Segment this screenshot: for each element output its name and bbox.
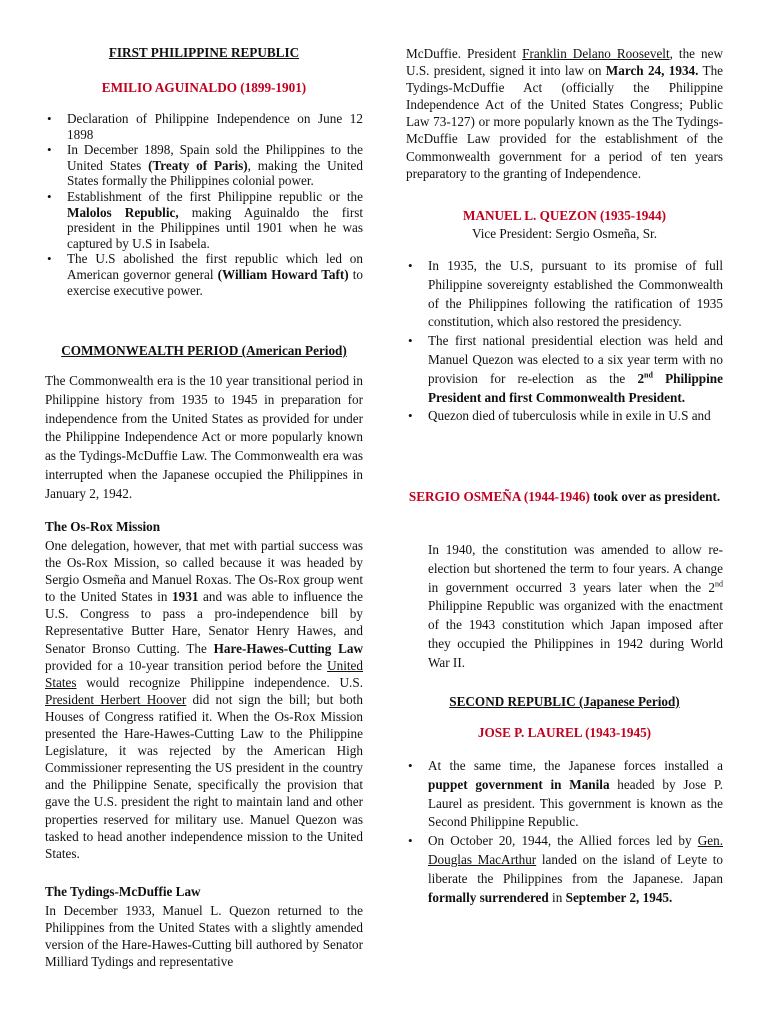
macarthur-link[interactable]: Gen. Douglas MacArthur (428, 833, 723, 867)
aguinaldo-heading: EMILIO AGUINALDO (1899-1901) (101, 80, 307, 95)
quezon-bullet-list (406, 257, 723, 426)
list-item: • The U.S abolished the first republic which led on American governor general (William Howard Taft) to exercise executive power. (45, 251, 363, 298)
aguinaldo-bullet-list (45, 111, 363, 298)
second-republic-heading: SECOND REPUBLIC (Japanese Period) (449, 694, 680, 709)
list-item: • In 1935, the U.S, pursuant to its promise of full Philippine sovereignty established the Commonwealth of the Philippines following the ratification of 1935 constitution, which also restored the presidency. (406, 257, 723, 332)
commonwealth-paragraph: The Commonwealth era is the 10 year transitional period in Philippine history from 1935 to 1945 in preparation for independence from the United States as provided for under the Philippine Independence Act or more popularly known as the Tydings-McDuffie Law. The Commonwealth era was interrupted when the Japanese occupied the Philippines in January 2, 1942. (45, 373, 363, 501)
united-states-link[interactable]: United States (45, 657, 363, 690)
tydings-heading: The Tydings-McDuffie Law (45, 884, 201, 899)
constitution-amendment-paragraph: In 1940, the constitution was amended to allow re-election but shortened the term to four years. A change in government occurred 3 years later when the 2nd Philippine Republic was organized with the enactment of the 1943 constitution which Japan imposed after they occupied the Philippines in 1942 during World War II. (428, 542, 723, 670)
osrox-paragraph: One delegation, however, that met with partial success was the Os-Rox Mission, so called because it was headed by Sergio Osmeña and Manuel Roxas. The Os-Rox group went to the United States in 1931 and was able to influence the U.S. Congress to pass a pro-independence bill by Representative Butter Hare, Senator Henry Hawes, and Senator Bronso Cutting. The Hare-Hawes-Cutting Law provided for a 10-year transition period before the United States would recognize Philippine independence. U.S. President Herbert Hoover did not sign the bill; but both Houses of Congress ratified it. When the Os-Rox Mission presented the Hare-Hawes-Cutting Law to the Philippine Legislature, it was rejected by the American High Commissioner representing the US president in the country and the Philippine Senate, specifically the provision that gave the U.S. president the right to maintain land and other properties reserved for military use. Manuel Quezon was tasked to head another independence mission to the United States. (45, 538, 364, 861)
first-republic-heading: FIRST PHILIPPINE REPUBLIC (108, 45, 300, 60)
laurel-bullet-list (406, 757, 723, 907)
list-item: • At the same time, the Japanese forces installed a puppet government in Manila headed by Jose P. Laurel as president. This government is known as the Second Philippine Republic. (406, 757, 723, 832)
laurel-heading: JOSE P. LAUREL (1943-1945) (477, 725, 652, 740)
quezon-heading: MANUEL L. QUEZON (1935-1944) (463, 208, 666, 223)
fdr-link[interactable]: Franklin Delano Roosevelt (522, 46, 670, 61)
commonwealth-heading: COMMONWEALTH PERIOD (American Period) (61, 343, 347, 358)
quezon-vice-president: Vice President: Sergio Osmeña, Sr. (471, 226, 658, 241)
list-item: • In December 1898, Spain sold the Philippines to the United States (Treaty of Paris), making the United States formally the Philippines colonial power. (45, 142, 363, 189)
list-item: • Declaration of Philippine Independence on June 12 1898 (45, 111, 363, 142)
list-item: • The first national presidential election was held and Manuel Quezon was elected to a six year term with no provision for re-election as the 2nd Philippine President and first Commonwealth President. (406, 332, 723, 407)
tydings-continued-paragraph: McDuffie. President Franklin Delano Roosevelt, the new U.S. president, signed it into law on March 24, 1934. The Tydings-McDuffie Act (officially the Philippine Independence Act of the United States Congress; Public Law 73-127) or more popularly known as the The Tydings-McDuffie Law provided for the establishment of the Commonwealth government for a period of ten years preparatory to the granting of Independence. (406, 46, 724, 181)
tydings-paragraph: In December 1933, Manuel L. Quezon returned to the Philippines from the United States with a slightly amended version of the Hare-Hawes-Cutting bill authored by Senator Milliard Tydings and representative (45, 903, 363, 970)
list-item: • On October 20, 1944, the Allied forces led by Gen. Douglas MacArthur landed on the island of Leyte to liberate the Philippines from the Japanese. Japan formally surrendered in September 2, 1945. (406, 832, 723, 907)
osrox-heading: The Os-Rox Mission (45, 519, 161, 534)
president-hoover-link[interactable]: President Herbert Hoover (45, 691, 187, 707)
osmena-heading: SERGIO OSMEÑA (1944-1946) took over as president. (408, 489, 721, 504)
list-item: • Establishment of the first Philippine republic or the Malolos Republic, making Aguinaldo the first president in the Philippines until 1901 when he was captured by U.S in Isabela. (45, 189, 363, 251)
list-item: • Quezon died of tuberculosis while in exile in U.S and (406, 407, 723, 426)
